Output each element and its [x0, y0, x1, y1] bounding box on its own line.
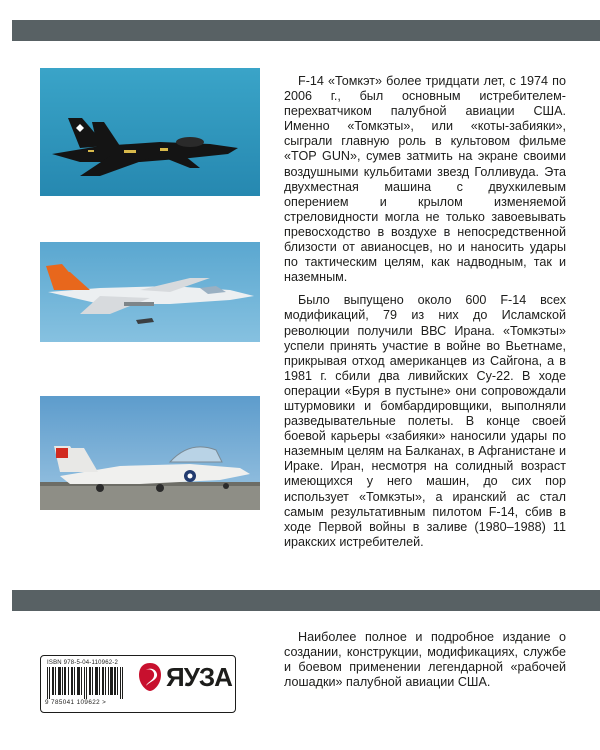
photo-black-f14-image	[40, 68, 260, 196]
description-text	[284, 74, 566, 558]
footer-band	[12, 590, 600, 611]
photo-black-f14	[40, 68, 260, 196]
photo-white-f14-image	[40, 242, 260, 342]
photo-white-f14	[40, 242, 260, 342]
paragraph-2: Было выпущено около 600 F-14 всех модификаций, 79 из них до Исламской революции получили ВВС Ирана. «Томкэты» успели принять участие в войне во Вьетнаме, прикрывая отход американцев из Сайгона, а в 1981 г. сбили два ливийских Су-22. В ходе операции «Буря в пустыне» они сопровождали штурмовики и бомбардировщики, выполняли разведывательные полеты. В конце своей боевой карьеры «забияки» наносили удары по наземным целям на Балканах, в Афганистане и Ираке. Иран, несмотря на солидный возраст имеющихся у него машин, до сих пор использует «Томкэты», а иранский ас стал самым результативным пилотом F-14, сбив в ходе Первой войны в заливе (1980–1988) 11 иракских истребителей.	[284, 293, 566, 549]
isbn-text: ISBN 978-5-04-110962-2	[47, 660, 118, 666]
paragraph-3: Наиболее полное и подробное издание о создании, конструкции, модификациях, службе и боевом применении легендарной «рабочей лошадки» палубной авиации США.	[284, 630, 566, 690]
paragraph-1: F-14 «Томкэт» более тридцати лет, с 1974 по 2006 г., был основным истребителем-перехватчиком палубной авиации США. Именно «Томкэты», или «коты-забияки», сыграли главную роль в культовом фильме «TOP GUN», сумев затмить на экране своими воздушными кульбитами звезд Голливуда. Эта двухместная машина с двухкилевым оперением и крылом изменяемой стреловидности могла не только завоевывать превосходство в воздухе в непосредственной близости от авианосцев, но и наносить удары по тактическим целям, как надводным, так и наземным.	[284, 74, 566, 285]
publisher-name: ЯУЗА	[166, 662, 232, 692]
photo-f14-airfield-image	[40, 396, 260, 510]
barcode-number: 9 785041 109622 >	[45, 699, 107, 706]
photo-f14-airfield	[40, 396, 260, 510]
barcode-image	[47, 667, 127, 699]
publisher-logo-icon	[137, 662, 163, 692]
header-band	[12, 20, 600, 41]
description-text-lower	[284, 630, 566, 698]
